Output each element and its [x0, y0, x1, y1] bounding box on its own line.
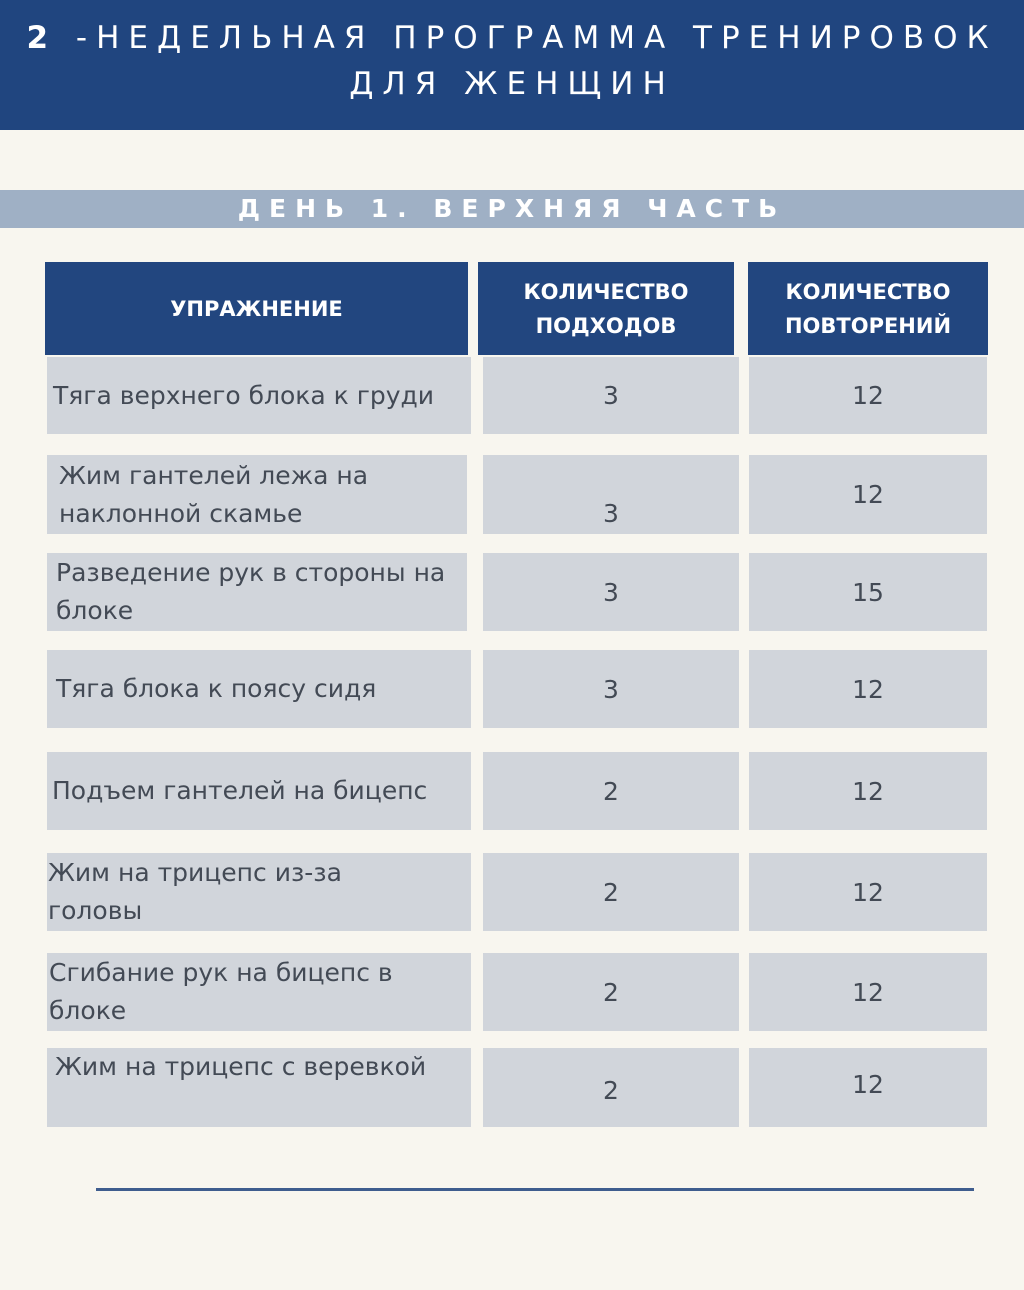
- week-count: 2: [26, 20, 58, 56]
- table-cell-reps: 15: [749, 553, 987, 631]
- header-sets: КОЛИЧЕСТВО ПОДХОДОВ: [478, 262, 734, 355]
- table-cell-sets: 2: [483, 1048, 739, 1127]
- table-cell-fill: [407, 853, 471, 931]
- table-cell-sets: 3: [483, 553, 739, 631]
- table-cell-exercise: Жим гантелей лежа на наклонной скамье: [47, 455, 467, 534]
- table-cell-exercise: Сгибание рук на бицепс в блоке: [47, 953, 427, 1031]
- table-cell-exercise: Жим на трицепс из-за головы: [47, 853, 407, 931]
- table-cell-exercise: Тяга блока к поясу сидя: [47, 650, 471, 728]
- table-cell-sets: 2: [483, 752, 739, 830]
- bottom-divider: [96, 1188, 974, 1191]
- table-cell-sets: 3: [483, 357, 739, 434]
- page-title-line-2: ДЛЯ ЖЕНЩИН: [349, 66, 675, 102]
- table-cell-sets: 3: [483, 455, 739, 534]
- table-cell-reps: 12: [749, 455, 987, 534]
- header-exercise: УПРАЖНЕНИЕ: [45, 262, 468, 355]
- table-cell-reps: 12: [749, 650, 987, 728]
- table-cell-reps: 12: [749, 1048, 987, 1127]
- table-cell-sets: 3: [483, 650, 739, 728]
- table-cell-reps: 12: [749, 357, 987, 434]
- page-title-line-1: [0, 20, 1024, 56]
- table-cell-fill: [427, 953, 471, 1031]
- table-cell-exercise: Тяга верхнего блока к груди: [47, 357, 471, 434]
- table-cell-reps: 12: [749, 853, 987, 931]
- table-cell-sets: 2: [483, 853, 739, 931]
- table-cell-sets: 2: [483, 953, 739, 1031]
- table-cell-reps: 12: [749, 752, 987, 830]
- day-title: ДЕНЬ 1. ВЕРХНЯЯ ЧАСТЬ: [237, 194, 787, 223]
- title-text-1: -НЕДЕЛЬНАЯ ПРОГРАММА ТРЕНИРОВОК: [57, 20, 998, 56]
- table-cell-exercise: Разведение рук в стороны на блоке: [47, 553, 467, 631]
- table-cell-exercise: Подъем гантелей на бицепс: [47, 752, 471, 830]
- header-reps: КОЛИЧЕСТВО ПОВТОРЕНИЙ: [748, 262, 988, 355]
- table-cell-reps: 12: [749, 953, 987, 1031]
- table-cell-exercise: Жим на трицепс с веревкой: [47, 1048, 471, 1127]
